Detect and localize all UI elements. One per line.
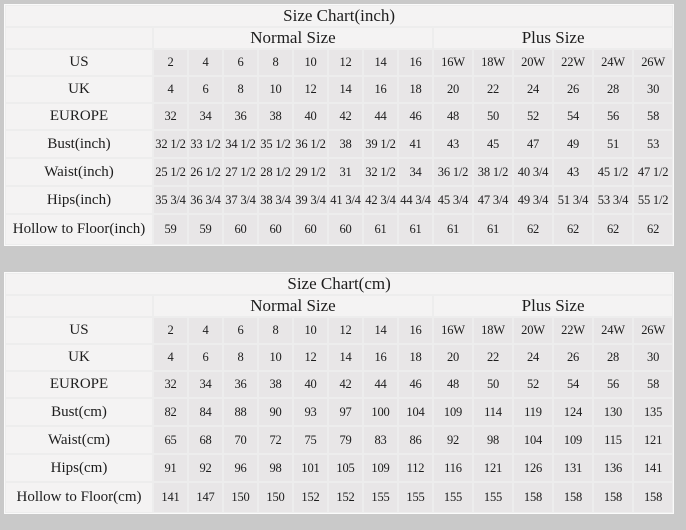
value-cell: 16W [434,318,472,343]
value-cell: 158 [594,483,632,512]
value-cell: 32 [154,372,187,397]
row-label: Hollow to Floor(inch) [6,215,152,244]
table-row [6,215,672,244]
row-label: Waist(inch) [6,159,152,185]
group-header-row [6,28,672,48]
value-cell: 150 [259,483,292,512]
row-label: EUROPE [6,372,152,397]
value-cell: 121 [634,427,672,453]
value-cell: 44 [364,104,397,129]
value-cell: 24 [514,345,552,370]
value-cell: 115 [594,427,632,453]
value-cell: 147 [189,483,222,512]
value-cell: 60 [329,215,362,244]
value-cell: 40 [294,104,327,129]
value-cell: 93 [294,399,327,425]
table-row [6,77,672,102]
value-cell: 8 [259,50,292,75]
value-cell: 79 [329,427,362,453]
value-cell: 47 3/4 [474,187,512,213]
table-row [6,104,672,129]
value-cell: 26 1/2 [189,159,222,185]
value-cell: 155 [474,483,512,512]
value-cell: 75 [294,427,327,453]
value-cell: 40 [294,372,327,397]
value-cell: 47 1/2 [634,159,672,185]
value-cell: 6 [189,345,222,370]
value-cell: 44 3/4 [399,187,432,213]
table-title-row [6,274,672,294]
value-cell: 112 [399,455,432,481]
value-cell: 32 1/2 [154,131,187,157]
value-cell: 48 [434,372,472,397]
value-cell: 34 [189,372,222,397]
value-cell: 38 [259,372,292,397]
value-cell: 119 [514,399,552,425]
value-cell: 18 [399,345,432,370]
table-row [6,187,672,213]
value-cell: 18 [399,77,432,102]
value-cell: 84 [189,399,222,425]
value-cell: 8 [259,318,292,343]
value-cell: 29 1/2 [294,159,327,185]
value-cell: 82 [154,399,187,425]
value-cell: 35 1/2 [259,131,292,157]
value-cell: 30 [634,77,672,102]
value-cell: 4 [154,77,187,102]
value-cell: 131 [554,455,592,481]
row-label: Bust(inch) [6,131,152,157]
table-title-row [6,6,672,26]
value-cell: 88 [224,399,257,425]
value-cell: 61 [399,215,432,244]
value-cell: 20W [514,318,552,343]
value-cell: 38 1/2 [474,159,512,185]
value-cell: 53 [634,131,672,157]
row-label: EUROPE [6,104,152,129]
value-cell: 60 [259,215,292,244]
value-cell: 51 3/4 [554,187,592,213]
value-cell: 62 [514,215,552,244]
value-cell: 36 [224,104,257,129]
value-cell: 14 [329,345,362,370]
value-cell: 97 [329,399,362,425]
value-cell: 109 [364,455,397,481]
row-label: UK [6,345,152,370]
value-cell: 60 [224,215,257,244]
table-title: Size Chart(cm) [6,274,672,294]
value-cell: 16 [364,345,397,370]
row-label: US [6,50,152,75]
value-cell: 42 3/4 [364,187,397,213]
value-cell: 34 [189,104,222,129]
group-header-plus-size: Plus Size [434,28,672,48]
value-cell: 22 [474,345,512,370]
table-row [6,159,672,185]
value-cell: 36 3/4 [189,187,222,213]
value-cell: 100 [364,399,397,425]
value-cell: 32 [154,104,187,129]
value-cell: 2 [154,318,187,343]
value-cell: 158 [554,483,592,512]
value-cell: 98 [259,455,292,481]
value-cell: 90 [259,399,292,425]
value-cell: 22W [554,318,592,343]
value-cell: 152 [329,483,362,512]
value-cell: 158 [634,483,672,512]
value-cell: 14 [364,50,397,75]
value-cell: 62 [554,215,592,244]
value-cell: 42 [329,372,362,397]
value-cell: 114 [474,399,512,425]
value-cell: 14 [329,77,362,102]
table-row [6,399,672,425]
value-cell: 62 [594,215,632,244]
table-row [6,318,672,343]
value-cell: 126 [514,455,552,481]
value-cell: 45 3/4 [434,187,472,213]
value-cell: 141 [634,455,672,481]
corner-cell [6,296,152,316]
value-cell: 62 [634,215,672,244]
value-cell: 16 [399,50,432,75]
value-cell: 101 [294,455,327,481]
value-cell: 55 1/2 [634,187,672,213]
value-cell: 121 [474,455,512,481]
value-cell: 91 [154,455,187,481]
value-cell: 36 1/2 [434,159,472,185]
value-cell: 105 [329,455,362,481]
value-cell: 31 [329,159,362,185]
value-cell: 24 [514,77,552,102]
value-cell: 35 3/4 [154,187,187,213]
group-header-row [6,296,672,316]
value-cell: 141 [154,483,187,512]
value-cell: 2 [154,50,187,75]
value-cell: 12 [329,50,362,75]
value-cell: 22 [474,77,512,102]
row-label: Bust(cm) [6,399,152,425]
value-cell: 38 [259,104,292,129]
value-cell: 56 [594,372,632,397]
value-cell: 10 [259,77,292,102]
value-cell: 152 [294,483,327,512]
row-label: Hollow to Floor(cm) [6,483,152,512]
value-cell: 14 [364,318,397,343]
value-cell: 20 [434,345,472,370]
value-cell: 28 1/2 [259,159,292,185]
value-cell: 130 [594,399,632,425]
value-cell: 54 [554,104,592,129]
value-cell: 135 [634,399,672,425]
value-cell: 51 [594,131,632,157]
value-cell: 98 [474,427,512,453]
value-cell: 12 [294,345,327,370]
value-cell: 22W [554,50,592,75]
value-cell: 124 [554,399,592,425]
value-cell: 45 [474,131,512,157]
row-label: UK [6,77,152,102]
value-cell: 49 [554,131,592,157]
value-cell: 109 [554,427,592,453]
value-cell: 8 [224,77,257,102]
value-cell: 24W [594,50,632,75]
value-cell: 46 [399,104,432,129]
value-cell: 6 [224,50,257,75]
value-cell: 32 1/2 [364,159,397,185]
value-cell: 38 [329,131,362,157]
table-row [6,345,672,370]
size-chart-cm-table [4,272,674,514]
value-cell: 59 [154,215,187,244]
value-cell: 16 [364,77,397,102]
value-cell: 20W [514,50,552,75]
value-cell: 4 [189,50,222,75]
value-cell: 96 [224,455,257,481]
value-cell: 61 [474,215,512,244]
value-cell: 10 [294,318,327,343]
value-cell: 53 3/4 [594,187,632,213]
value-cell: 18W [474,50,512,75]
size-chart-inch-table [4,4,674,246]
table-row [6,455,672,481]
value-cell: 10 [294,50,327,75]
value-cell: 24W [594,318,632,343]
table-row [6,372,672,397]
value-cell: 12 [329,318,362,343]
value-cell: 50 [474,372,512,397]
group-header-plus-size: Plus Size [434,296,672,316]
value-cell: 40 3/4 [514,159,552,185]
value-cell: 49 3/4 [514,187,552,213]
row-label: Hips(cm) [6,455,152,481]
value-cell: 104 [514,427,552,453]
value-cell: 72 [259,427,292,453]
value-cell: 38 3/4 [259,187,292,213]
value-cell: 30 [634,345,672,370]
value-cell: 54 [554,372,592,397]
table-row [6,50,672,75]
table-row [6,131,672,157]
value-cell: 12 [294,77,327,102]
value-cell: 26 [554,345,592,370]
value-cell: 26W [634,50,672,75]
value-cell: 34 [399,159,432,185]
value-cell: 61 [434,215,472,244]
value-cell: 68 [189,427,222,453]
value-cell: 25 1/2 [154,159,187,185]
value-cell: 44 [364,372,397,397]
value-cell: 28 [594,77,632,102]
value-cell: 109 [434,399,472,425]
value-cell: 52 [514,372,552,397]
value-cell: 58 [634,104,672,129]
value-cell: 6 [224,318,257,343]
value-cell: 83 [364,427,397,453]
value-cell: 59 [189,215,222,244]
value-cell: 26 [554,77,592,102]
value-cell: 8 [224,345,257,370]
value-cell: 37 3/4 [224,187,257,213]
value-cell: 27 1/2 [224,159,257,185]
table-row [6,427,672,453]
value-cell: 26W [634,318,672,343]
value-cell: 43 [554,159,592,185]
value-cell: 136 [594,455,632,481]
value-cell: 70 [224,427,257,453]
table-row [6,483,672,512]
value-cell: 16 [399,318,432,343]
value-cell: 4 [189,318,222,343]
value-cell: 155 [364,483,397,512]
value-cell: 150 [224,483,257,512]
value-cell: 52 [514,104,552,129]
value-cell: 18W [474,318,512,343]
value-cell: 65 [154,427,187,453]
group-header-normal-size: Normal Size [154,296,432,316]
value-cell: 36 1/2 [294,131,327,157]
value-cell: 42 [329,104,362,129]
value-cell: 39 3/4 [294,187,327,213]
value-cell: 28 [594,345,632,370]
value-cell: 155 [434,483,472,512]
row-label: Hips(inch) [6,187,152,213]
value-cell: 10 [259,345,292,370]
value-cell: 33 1/2 [189,131,222,157]
group-header-normal-size: Normal Size [154,28,432,48]
value-cell: 45 1/2 [594,159,632,185]
value-cell: 46 [399,372,432,397]
value-cell: 47 [514,131,552,157]
value-cell: 92 [434,427,472,453]
row-label: Waist(cm) [6,427,152,453]
value-cell: 116 [434,455,472,481]
value-cell: 6 [189,77,222,102]
value-cell: 58 [634,372,672,397]
value-cell: 86 [399,427,432,453]
value-cell: 158 [514,483,552,512]
value-cell: 41 [399,131,432,157]
table-title: Size Chart(inch) [6,6,672,26]
value-cell: 39 1/2 [364,131,397,157]
value-cell: 155 [399,483,432,512]
value-cell: 36 [224,372,257,397]
value-cell: 34 1/2 [224,131,257,157]
corner-cell [6,28,152,48]
value-cell: 20 [434,77,472,102]
value-cell: 4 [154,345,187,370]
row-label: US [6,318,152,343]
value-cell: 16W [434,50,472,75]
value-cell: 56 [594,104,632,129]
value-cell: 61 [364,215,397,244]
value-cell: 41 3/4 [329,187,362,213]
value-cell: 48 [434,104,472,129]
value-cell: 60 [294,215,327,244]
value-cell: 50 [474,104,512,129]
value-cell: 92 [189,455,222,481]
value-cell: 43 [434,131,472,157]
value-cell: 104 [399,399,432,425]
